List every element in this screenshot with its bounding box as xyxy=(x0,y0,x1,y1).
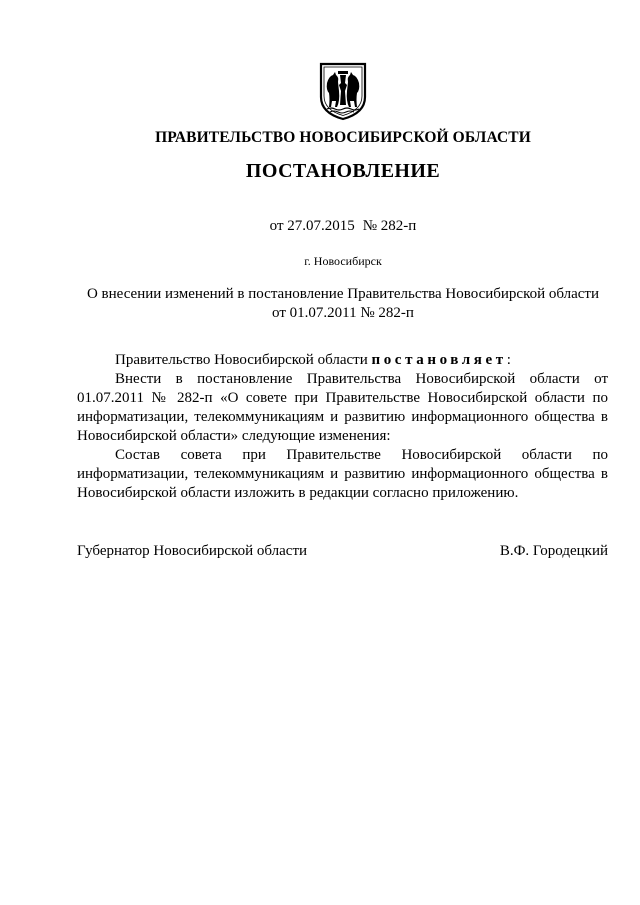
intro-paragraph xyxy=(77,351,608,370)
document-city: г. Новосибирск xyxy=(304,254,382,268)
resolution-keyword: постановляет xyxy=(371,352,507,368)
coat-of-arms-icon xyxy=(318,61,368,121)
organization-title: ПРАВИТЕЛЬСТВО НОВОСИБИРСКОЙ ОБЛАСТИ xyxy=(155,129,531,146)
intro-start: Правительство Новосибирской области xyxy=(115,352,368,368)
body-paragraph-2: Состав совета при Правительстве Новосибирской области по информатизации, телекоммуникациям и развитию информационного общества в Новосибирской области изложить в редакции согласно приложению. xyxy=(77,447,608,501)
signatory-position: Губернатор Новосибирской области xyxy=(77,543,308,559)
document-number: № 282-п xyxy=(362,218,417,234)
signature-block xyxy=(77,543,608,560)
document-date-number xyxy=(0,218,640,235)
body-paragraph-1: Внести в постановление Правительства Новосибирской области от 01.07.2011 № 282-п «О совете при Правительстве Новосибирской области по информатизации, телекоммуникациям и развитию информационного общества в Новосибирской области» следующие изменения: xyxy=(77,371,608,444)
document-type-title: ПОСТАНОВЛЕНИЕ xyxy=(245,160,441,182)
subject-line-2: от 01.07.2011 № 282-п xyxy=(272,305,414,321)
document-subject xyxy=(60,285,626,323)
subject-line-1: О внесении изменений в постановление Правительства Новосибирской области xyxy=(86,286,600,302)
intro-end: : xyxy=(506,352,511,368)
document-date: от 27.07.2015 xyxy=(269,218,355,234)
document-body xyxy=(77,351,608,503)
signatory-name: В.Ф. Городецкий xyxy=(499,543,608,559)
